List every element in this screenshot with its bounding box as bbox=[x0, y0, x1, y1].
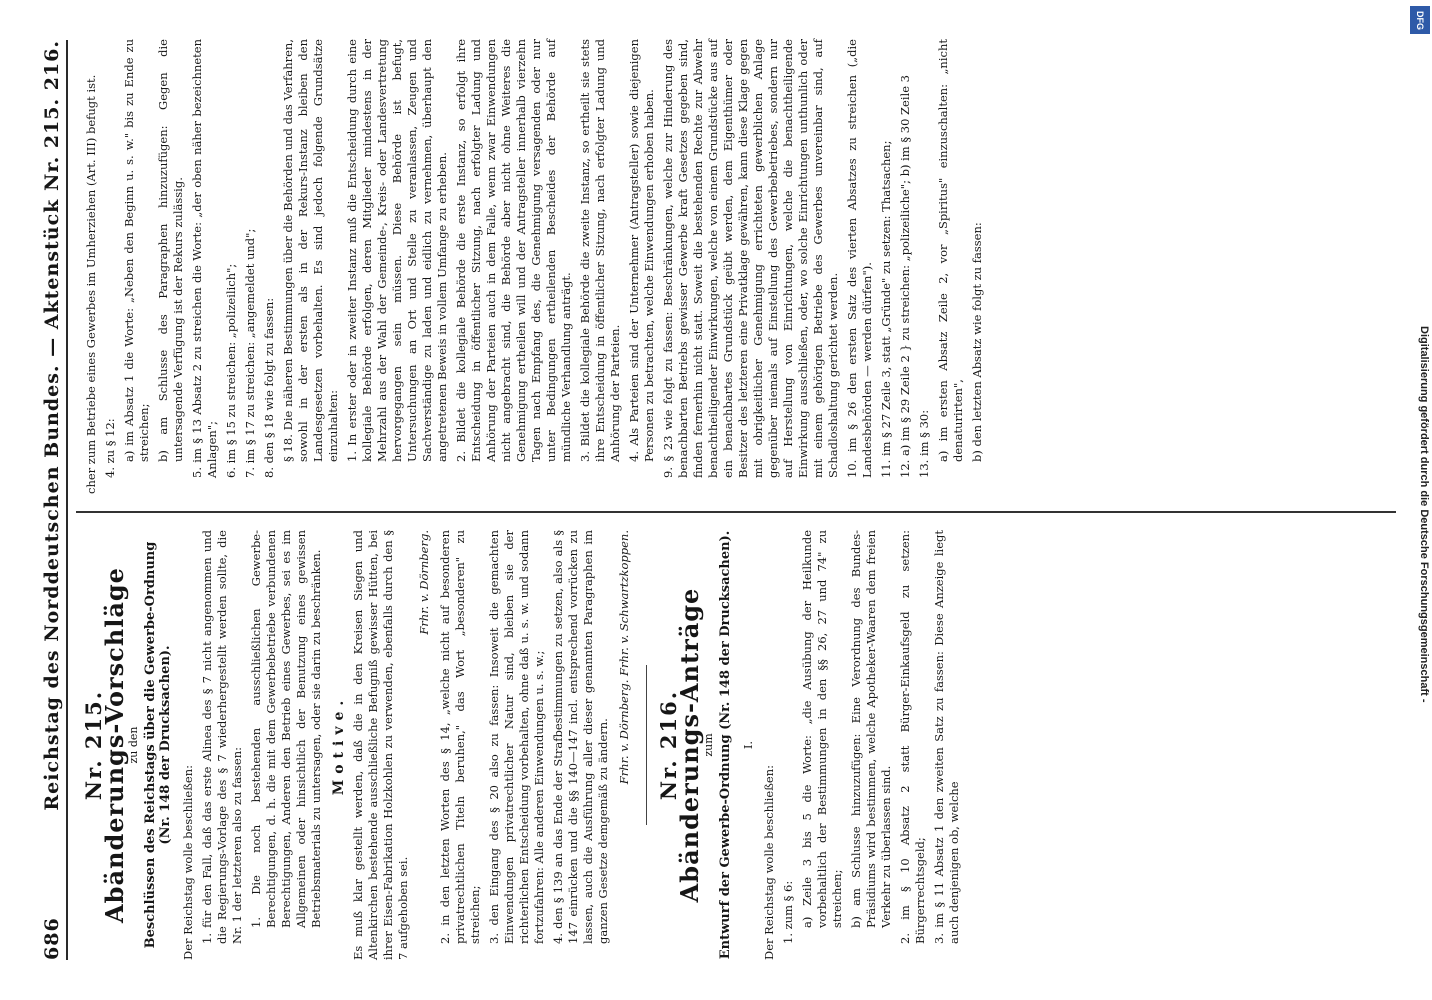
item-2: 2. in den letzten Worten des § 14, „welche nicht auf besonderen privatrechtlichen Titeln beruhen," das Wort „besonderen" zu streichen; bbox=[438, 530, 482, 944]
item-r12: 12. a) im § 29 Zeile 2 } zu streichen: „polizeiliche"; b) im § 30 Zeile 3 bbox=[898, 75, 912, 478]
section-separator bbox=[646, 665, 647, 825]
item-r9: 9. § 23 wie folgt zu fassen: Beschränkungen, welche zur Hinderung des benachbarten Betriebs gewisser Gewerbe kraft Gesetzes gegeben sind, finden fernerhin nicht statt. Soweit die bestehenden Rechte zur Abwehr benachtheiligender Einwirkungen, welche von einem Grundstücke aus auf ein benachbartes Grundstück geübt werden, dem Eigenthümer oder Besitzer des letzteren eine Privatklage gewähren, kann diese Klage gegen mit obrigkeitlicher Genehmigung errichteten gewerblichen Anlage gegenüber niemals auf Einstellung des Gewerbebetriebes, sondern nur auf Herstellung von Einrichtungen, welche die benachtheiligende Einwirkung ausschließen, oder, wo solche Einrichtungen unthunlich oder mit einem gehörigen Betriebe des Gewerbes unvereinbar sind, auf Schadloshaltung gerichtet werden. bbox=[661, 39, 840, 478]
motive-text: Es muß klar gestellt werden, daß die in den Kreisen Siegen und Altenkirchen bestehende ausschließliche Befugniß gewisser Hütten, bei ihrer Eisen-Fabrikation Holzkohlen zu verwenden, ebenfalls durch den § 7 aufgehoben sei. bbox=[351, 530, 410, 960]
item-r4a: a) im Absatz 1 die Worte: „Neben den Beginn u. s. w." bis zu Ende zu streichen; bbox=[122, 39, 151, 462]
item-4: 4. den § 139 an das Ende der Strafbestimmungen zu setzen, also als § 147 einrücken und die §§ 140—147 incl. entsprechend vorrücken zu lassen, auch die Ausführung aller dieser genannten Paragraphen im ganzen Gesetze demgemäß zu ändern. bbox=[551, 530, 610, 944]
item-3: 3. den Eingang des § 20 also zu fassen: Insoweit die gemachten Einwendungen privatrechtlicher Natur sind, bleiben sie der richterlichen Entscheidung vorbehalten, ohne daß u. s. w. und sodann fortzufahren: Alle anderen Einwendungen u. s. w.; bbox=[487, 530, 546, 944]
item-r10: 10. im § 26 den ersten Satz des vierten Absatzes zu streichen („die Landesbehörden — werden dürfen"). bbox=[845, 39, 874, 478]
entwurf-heading: Entwurf der Gewerbe-Ordnung (Nr. 148 der Drucksachen). bbox=[718, 530, 733, 960]
running-header bbox=[38, 40, 66, 960]
digitization-credit: Digitalisierung gefördert durch die Deutsche Forschungsgemeinschaft - bbox=[1418, 325, 1430, 703]
intro-text-2: Der Reichstag wolle beschließen: bbox=[762, 765, 776, 960]
running-title: Reichstag des Norddeutschen Bundes. — Aktenstück Nr. 215. 216. bbox=[41, 40, 63, 811]
item-r8: 8. den § 18 wie folgt zu fassen: bbox=[262, 297, 276, 478]
item-r4: 4. zu § 12: bbox=[103, 418, 117, 478]
item-r13b: b) den letzten Absatz wie folgt zu fassen: bbox=[970, 222, 984, 462]
item-r13: 13. im § 30: bbox=[917, 409, 931, 478]
intro-text: Der Reichstag wolle beschließen: bbox=[181, 765, 195, 960]
signature-1: Frhr. v. Dörnberg. bbox=[417, 530, 431, 635]
document-number-216: Nr. 216. bbox=[656, 689, 681, 801]
dfg-logo-badge: DFG bbox=[1410, 6, 1430, 34]
zum-label: zum bbox=[702, 733, 715, 757]
right-column bbox=[80, 39, 989, 494]
par11: 3. im § 11 Absatz 1 den zweiten Satz zu fassen: Diese Anzeige liegt auch denjenigen ob, welche bbox=[932, 530, 961, 944]
item-r8-4: 4. Als Parteien sind der Unternehmer (Antragsteller) sowie diejenigen Personen zu betrachten, welche Einwendungen erhoben haben. bbox=[627, 39, 656, 462]
par6-b: b) am Schlusse hinzuzufügen: Eine Verordnung des Bundes-Präsidiums wird bestimmen, welche Apotheker-Waaren dem freien Verkehr zu überlassen sind. bbox=[849, 530, 893, 928]
par10: 2. im § 10 Absatz 2 statt Bürger-Einkaufsgeld zu setzen: Bürgerrechtsgeld; bbox=[898, 530, 927, 944]
item-r6: 6. im § 15 zu streichen: „polizeilich"; bbox=[224, 263, 238, 478]
item-r4b: b) am Schlusse des Paragraphen hinzuzufügen: Gegen die untersagende Verfügung ist der Rekurs zulässig. bbox=[156, 39, 185, 462]
par6-a: a) Zeile 3 bis 5 die Worte: „die Ausübung der Heilkunde vorbehaltlich der Bestimmungen in den §§ 26, 27 und 74" zu streichen; bbox=[800, 530, 844, 928]
item-r11: 11. im § 27 Zeile 3, statt „Gründe" zu setzen: Thatsachen; bbox=[879, 140, 893, 478]
item-1: 1. für den Fall, daß das erste Alinea des § 7 nicht angenommen und die Regierungs-Vorlage des § 7 wiederhergestellt werden sollte, die Nr. 1 der letzteren also zu fassen: bbox=[200, 530, 244, 944]
item-r8-1: 1. In erster oder in zweiter Instanz muß die Entscheidung durch eine kollegiale Behörde erfolgen, deren Mitglieder mindestens in der Mehrzahl aus der Wahl der Gemeinde-, Kreis- oder Landesvertretung hervorgegangen sein müssen. Diese Behörde ist befugt, Untersuchungen an Ort und Stelle zu veranlassen, Zeugen und Sachverständige zu laden und eidlich zu vernehmen, überhaupt den angetretenen Beweis in vollem Umfange zu erheben. bbox=[345, 39, 449, 462]
item-r8-2: 2. Bildet die kollegiale Behörde die erste Instanz, so erfolgt ihre Entscheidung in öffentlicher Sitzung, nach erfolgter Ladung und Anhörung der Parteien auch in dem Falle, wenn zwar Einwendungen nicht angebracht sind, die Behörde aber nicht ohne Weiteres die Genehmigung ertheilen will und der Antragsteller innerhalb vierzehn Tagen nach Empfang des, die Genehmigung versagenden oder nur unter Bedingungen ertheilenden Bescheides der Behörde auf mündliche Verhandlung anträgt. bbox=[454, 39, 573, 462]
continuation-text: cher zum Betriebe eines Gewerbes im Umherziehen (Art. III) befugt ist. bbox=[84, 74, 98, 494]
left-column bbox=[80, 530, 966, 960]
beschluss-heading: Beschlüssen des Reichstags über die Gewerbe-Ordnung (Nr. 148 der Drucksachen). bbox=[143, 541, 173, 949]
title-215: Abänderungs-Vorschläge bbox=[100, 567, 129, 923]
signature-2: Frhr. v. Dörnberg. Frhr. v. Schwartzkoppen. bbox=[617, 530, 631, 785]
column-divider bbox=[76, 511, 1396, 513]
item-1-text: 1. Die noch bestehenden ausschließlichen Gewerbe-Berechtigungen, d. h. die mit dem Gewerbebetriebe verbundenen Berechtigungen, Anderen den Betrieb eines Gewerbes, sei es im Allgemeinen oder hinsichtlich der Benutzung eines gewissen Betriebsmaterials zu untersagen, oder sie darin zu beschränken. bbox=[249, 530, 323, 928]
item-r5: 5. im § 13 Absatz 2 zu streichen die Worte: „der oben näher bezeichneten Anlagen"; bbox=[190, 39, 219, 478]
par6-heading: 1. zum § 6: bbox=[781, 880, 795, 944]
item-r8-3: 3. Bildet die kollegiale Behörde die zweite Instanz, so ertheilt sie stets ihre Entscheidung in öffentlicher Sitzung, nach erfolgter Ladung und Anhörung der Parteien. bbox=[578, 39, 622, 462]
zu-den-label: zu den bbox=[127, 726, 140, 764]
item-r7: 7. im § 17 zu streichen: „angemeldet und"; bbox=[243, 228, 257, 478]
document-number-215: Nr. 215. bbox=[81, 689, 106, 801]
title-216: Abänderungs-Anträge bbox=[675, 587, 704, 903]
motive-heading: Motive. bbox=[331, 694, 347, 796]
page-number: 686 bbox=[41, 917, 63, 960]
roman-numeral-1: I. bbox=[741, 740, 755, 750]
item-r13a: a) im ersten Absatz Zeile 2, vor „Spiritus" einzuschalten: „nicht denaturirten", bbox=[936, 39, 965, 462]
header-rule bbox=[66, 40, 68, 960]
item-r8-text: § 18. Die näheren Bestimmungen über die Behörden und das Verfahren, sowohl in der ersten als in der Rekurs-Instanz bleiben den Landesgesetzen vorbehalten. Es sind jedoch folgende Grundsätze einzuhalten: bbox=[281, 39, 340, 462]
